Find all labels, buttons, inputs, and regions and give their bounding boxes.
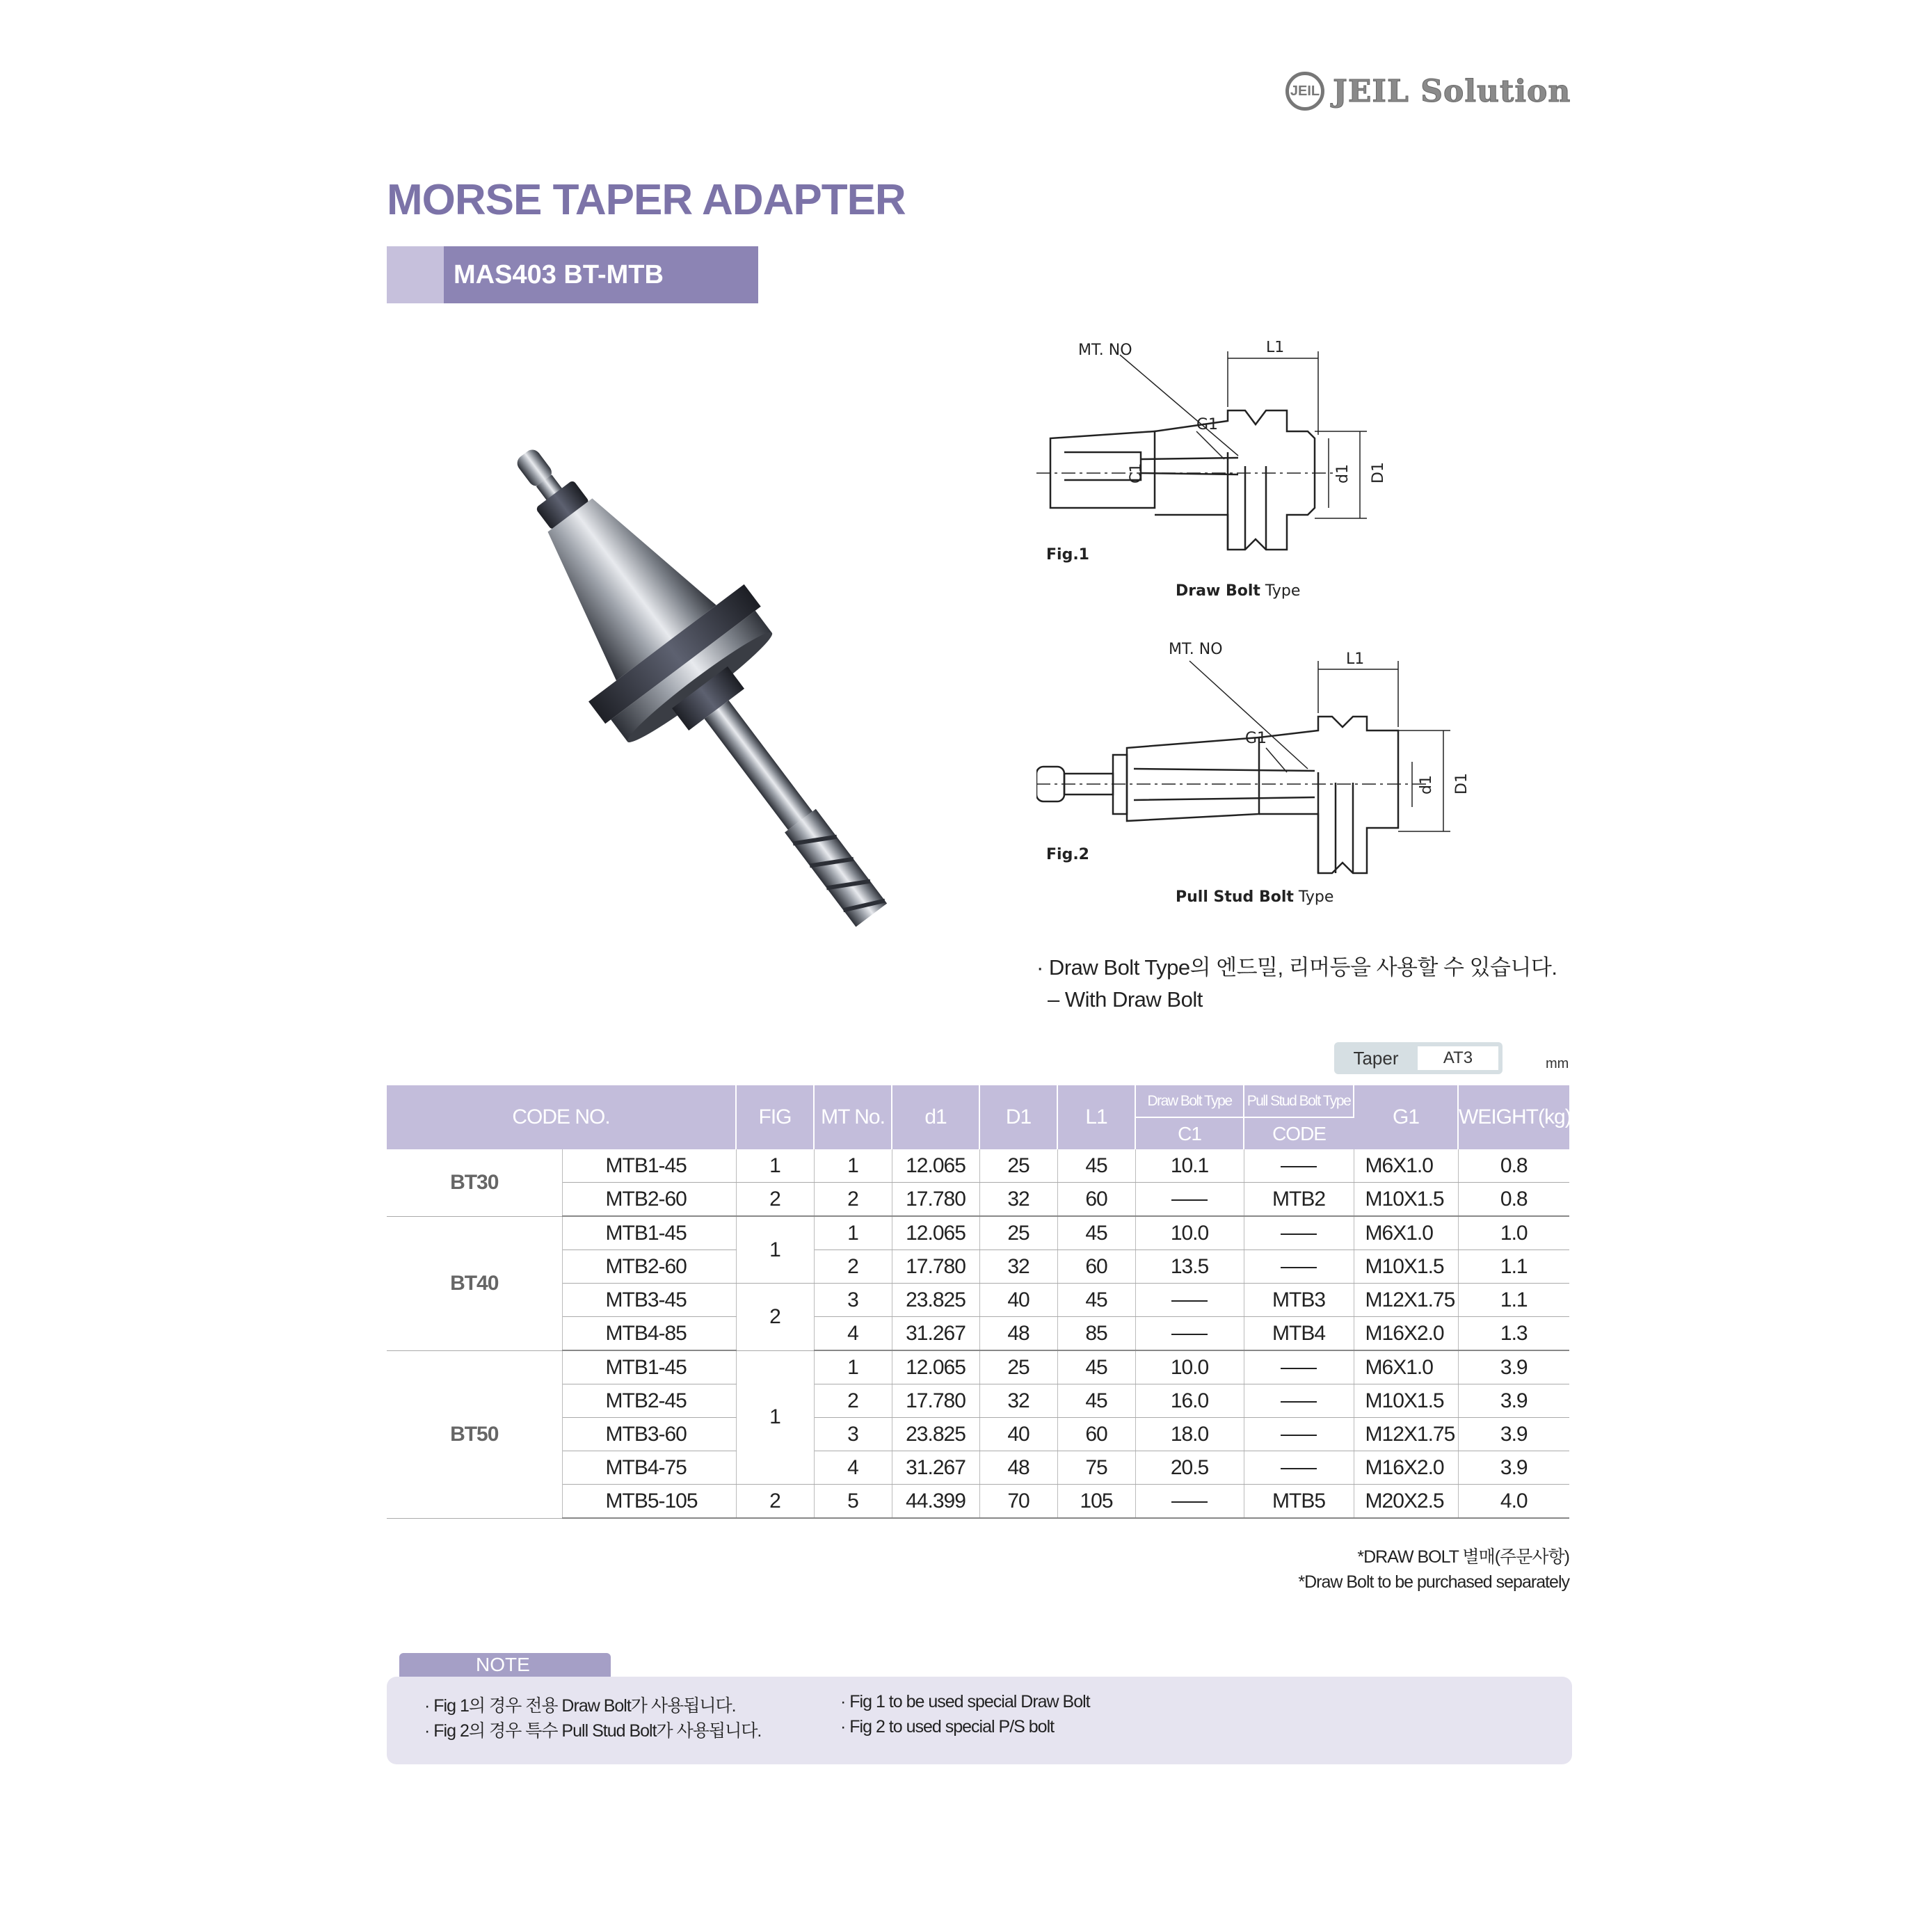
cell-mt-no: 4 <box>814 1451 892 1485</box>
cell-g1: M16X2.0 <box>1354 1317 1458 1351</box>
cell-c1: 18.0 <box>1135 1418 1244 1451</box>
cell-code: MTB2-45 <box>562 1384 736 1418</box>
cell-weight: 4.0 <box>1458 1485 1569 1519</box>
cell-code: MTB1-45 <box>562 1149 736 1183</box>
product-photo <box>417 404 974 960</box>
note-en-line1: · Fig 1 to be used special Draw Bolt <box>840 1692 1090 1711</box>
dash <box>1281 1468 1317 1469</box>
cell-D1: 48 <box>979 1317 1057 1351</box>
fig1-label-c1: C1 <box>1128 463 1145 484</box>
table-row <box>387 1149 1569 1183</box>
fig1-label-mt-no: MT. NO <box>1078 342 1132 359</box>
cell-ps-code: MTB3 <box>1244 1284 1354 1317</box>
fig2-label-g1: G1 <box>1245 730 1267 747</box>
cell-mt-no: 2 <box>814 1384 892 1418</box>
cell-fig: 1 <box>736 1350 814 1485</box>
cell-c1 <box>1135 1485 1244 1519</box>
table-row <box>387 1250 1569 1284</box>
cell-c1 <box>1135 1183 1244 1217</box>
header-l1: L1 <box>1057 1085 1135 1149</box>
note-en-line2: · Fig 2 to used special P/S bolt <box>840 1717 1055 1737</box>
fig2-diagram <box>1036 633 1509 925</box>
header-fig: FIG <box>736 1085 814 1149</box>
cell-g1: M6X1.0 <box>1354 1149 1458 1183</box>
unit-label: mm <box>1546 1056 1569 1071</box>
cell-mt-no: 1 <box>814 1149 892 1183</box>
cell-fig: 1 <box>736 1216 814 1284</box>
cell-ps-code: MTB4 <box>1244 1317 1354 1351</box>
cell-code: MTB2-60 <box>562 1183 736 1217</box>
footnote-line2: *Draw Bolt to be purchased separately <box>1298 1572 1569 1592</box>
table-row <box>387 1451 1569 1485</box>
svg-text:Draw Bolt Type <box>1176 582 1300 600</box>
dash <box>1281 1401 1317 1403</box>
fig1-diagram <box>1036 341 1509 612</box>
cell-ps-code <box>1244 1216 1354 1250</box>
cell-mt-no: 5 <box>814 1485 892 1519</box>
cell-ps-code <box>1244 1149 1354 1183</box>
cell-weight: 0.8 <box>1458 1149 1569 1183</box>
cell-g1: M12X1.75 <box>1354 1418 1458 1451</box>
cell-l1: 45 <box>1057 1284 1135 1317</box>
cell-code: MTB4-85 <box>562 1317 736 1351</box>
spec-table-body <box>387 1149 1569 1518</box>
fig2-label-D1: D1 <box>1453 773 1471 795</box>
table-row <box>387 1317 1569 1351</box>
cell-l1: 45 <box>1057 1149 1135 1183</box>
fig1-caption-bold: Draw Bolt <box>1176 582 1260 600</box>
cell-mt-no: 2 <box>814 1183 892 1217</box>
cell-d1: 23.825 <box>892 1284 979 1317</box>
cell-ps-code: MTB2 <box>1244 1183 1354 1217</box>
cell-d1: 44.399 <box>892 1485 979 1519</box>
cell-l1: 45 <box>1057 1216 1135 1250</box>
cell-D1: 32 <box>979 1250 1057 1284</box>
cell-g1: M10X1.5 <box>1354 1250 1458 1284</box>
brand-name: JEIL Solution <box>1333 73 1571 109</box>
taper-badge <box>1334 1042 1503 1074</box>
table-row <box>387 1350 1569 1384</box>
dash <box>1281 1435 1317 1436</box>
cell-l1: 45 <box>1057 1350 1135 1384</box>
cell-g1: M6X1.0 <box>1354 1216 1458 1250</box>
cell-code: MTB2-60 <box>562 1250 736 1284</box>
fig1-label-l1: L1 <box>1266 341 1285 356</box>
page-title: MORSE TAPER ADAPTER <box>387 176 906 224</box>
cell-l1: 75 <box>1057 1451 1135 1485</box>
cell-D1: 25 <box>979 1149 1057 1183</box>
spec-table <box>387 1085 1569 1519</box>
group-name: BT30 <box>387 1149 562 1216</box>
fig1-label-D1: D1 <box>1370 462 1387 484</box>
cell-weight: 0.8 <box>1458 1183 1569 1217</box>
table-row <box>387 1384 1569 1418</box>
cell-D1: 70 <box>979 1485 1057 1519</box>
fig1-label-d1: d1 <box>1334 464 1352 484</box>
cell-weight: 1.0 <box>1458 1216 1569 1250</box>
cell-d1: 12.065 <box>892 1350 979 1384</box>
taper-value: AT3 <box>1418 1046 1498 1070</box>
cell-g1: M6X1.0 <box>1354 1350 1458 1384</box>
table-row <box>387 1485 1569 1519</box>
cell-g1: M10X1.5 <box>1354 1384 1458 1418</box>
header-D1: D1 <box>979 1085 1057 1149</box>
cell-c1: 13.5 <box>1135 1250 1244 1284</box>
cell-l1: 60 <box>1057 1418 1135 1451</box>
cell-c1 <box>1135 1284 1244 1317</box>
cell-d1: 17.780 <box>892 1250 979 1284</box>
cell-code: MTB1-45 <box>562 1216 736 1250</box>
cell-D1: 32 <box>979 1384 1057 1418</box>
cell-g1: M10X1.5 <box>1354 1183 1458 1217</box>
table-row <box>387 1183 1569 1217</box>
note-kr-line1: · Fig 1의 경우 전용 Draw Bolt가 사용됩니다. <box>424 1696 736 1716</box>
header-mt-no: MT No. <box>814 1085 892 1149</box>
cell-l1: 60 <box>1057 1183 1135 1217</box>
cell-g1: M12X1.75 <box>1354 1284 1458 1317</box>
cell-D1: 32 <box>979 1183 1057 1217</box>
cell-D1: 40 <box>979 1418 1057 1451</box>
taper-label: Taper <box>1353 1048 1399 1069</box>
cell-d1: 12.065 <box>892 1216 979 1250</box>
cell-l1: 85 <box>1057 1317 1135 1351</box>
cell-weight: 3.9 <box>1458 1350 1569 1384</box>
header-draw-bolt-type: Draw Bolt Type <box>1135 1085 1244 1117</box>
cell-D1: 25 <box>979 1216 1057 1250</box>
cell-c1: 10.0 <box>1135 1216 1244 1250</box>
cell-code: MTB3-45 <box>562 1284 736 1317</box>
cell-mt-no: 1 <box>814 1350 892 1384</box>
cell-mt-no: 2 <box>814 1250 892 1284</box>
cell-D1: 40 <box>979 1284 1057 1317</box>
cell-d1: 23.825 <box>892 1418 979 1451</box>
fig2-caption-bold: Pull Stud Bolt <box>1176 888 1294 906</box>
cell-mt-no: 1 <box>814 1216 892 1250</box>
cell-weight: 1.1 <box>1458 1284 1569 1317</box>
dash <box>1171 1300 1208 1302</box>
cell-weight: 1.3 <box>1458 1317 1569 1351</box>
note-kr-line2: · Fig 2의 경우 특수 Pull Stud Bolt가 사용됩니다. <box>424 1721 762 1741</box>
cell-code: MTB1-45 <box>562 1350 736 1384</box>
dash <box>1171 1501 1208 1503</box>
cell-d1: 12.065 <box>892 1149 979 1183</box>
note-box <box>387 1677 1572 1764</box>
header-weight: WEIGHT(kg) <box>1458 1085 1569 1149</box>
footnote <box>1113 1544 1569 1595</box>
cell-D1: 25 <box>979 1350 1057 1384</box>
cell-mt-no: 3 <box>814 1418 892 1451</box>
cell-d1: 17.780 <box>892 1183 979 1217</box>
cell-c1 <box>1135 1317 1244 1351</box>
note-label: NOTE <box>476 1654 530 1675</box>
cell-weight: 3.9 <box>1458 1384 1569 1418</box>
fig1-label: Fig.1 <box>1046 546 1089 564</box>
header-code-no: CODE NO. <box>387 1085 736 1149</box>
dash <box>1281 1368 1317 1369</box>
table-row <box>387 1284 1569 1317</box>
table-row <box>387 1216 1569 1250</box>
cell-c1: 16.0 <box>1135 1384 1244 1418</box>
cell-l1: 60 <box>1057 1250 1135 1284</box>
cell-ps-code <box>1244 1451 1354 1485</box>
cell-l1: 105 <box>1057 1485 1135 1519</box>
cell-c1: 20.5 <box>1135 1451 1244 1485</box>
cell-weight: 3.9 <box>1458 1451 1569 1485</box>
cell-code: MTB5-105 <box>562 1485 736 1519</box>
cell-weight: 1.1 <box>1458 1250 1569 1284</box>
svg-text:Pull Stud Bolt Type <box>1176 888 1333 906</box>
brand-logo <box>1285 67 1578 115</box>
dash <box>1281 1267 1317 1268</box>
cell-fig: 2 <box>736 1183 814 1217</box>
fig2-label: Fig.2 <box>1046 846 1089 863</box>
cell-ps-code <box>1244 1350 1354 1384</box>
header-code: CODE <box>1244 1117 1354 1149</box>
footnote-line1: *DRAW BOLT 별매(주문사항) <box>1357 1547 1569 1567</box>
dash <box>1281 1234 1317 1235</box>
dash <box>1281 1166 1317 1167</box>
subtitle-bar <box>387 246 758 303</box>
usage-note-line1: · Draw Bolt Type의 엔드밀, 리머등을 사용할 수 있습니다. <box>1036 955 1557 980</box>
cell-d1: 31.267 <box>892 1317 979 1351</box>
fig1-caption-rest: Type <box>1260 582 1301 600</box>
page-subtitle: MAS403 BT-MTB <box>444 246 758 303</box>
cell-ps-code <box>1244 1418 1354 1451</box>
cell-mt-no: 3 <box>814 1284 892 1317</box>
cell-D1: 48 <box>979 1451 1057 1485</box>
cell-g1: M16X2.0 <box>1354 1451 1458 1485</box>
cell-c1: 10.1 <box>1135 1149 1244 1183</box>
cell-ps-code: MTB5 <box>1244 1485 1354 1519</box>
table-row <box>387 1418 1569 1451</box>
cell-fig: 1 <box>736 1149 814 1183</box>
cell-code: MTB4-75 <box>562 1451 736 1485</box>
cell-fig: 2 <box>736 1284 814 1351</box>
fig2-label-d1: d1 <box>1418 775 1435 795</box>
header-pull-stud-bolt-type: Pull Stud Bolt Type <box>1244 1085 1354 1117</box>
cell-c1: 10.0 <box>1135 1350 1244 1384</box>
cell-code: MTB3-60 <box>562 1418 736 1451</box>
dash <box>1171 1334 1208 1335</box>
dash <box>1171 1199 1208 1201</box>
cell-ps-code <box>1244 1384 1354 1418</box>
cell-g1: M20X2.5 <box>1354 1485 1458 1519</box>
note-tab <box>399 1653 611 1677</box>
cell-weight: 3.9 <box>1458 1418 1569 1451</box>
group-name: BT50 <box>387 1350 562 1518</box>
fig1-label-g1: G1 <box>1196 416 1219 433</box>
header-g1: G1 <box>1354 1085 1458 1149</box>
fig2-label-l1: L1 <box>1346 650 1365 668</box>
cell-d1: 17.780 <box>892 1384 979 1418</box>
cell-mt-no: 4 <box>814 1317 892 1351</box>
brand-emblem-icon: JEIL <box>1285 72 1324 111</box>
header-c1: C1 <box>1135 1117 1244 1149</box>
cell-fig: 2 <box>736 1485 814 1519</box>
cell-l1: 45 <box>1057 1384 1135 1418</box>
header-d1: d1 <box>892 1085 979 1149</box>
group-name: BT40 <box>387 1216 562 1350</box>
fig2-label-mt-no: MT. NO <box>1169 641 1223 658</box>
usage-note <box>1036 952 1557 1016</box>
usage-note-line2: – With Draw Bolt <box>1048 987 1203 1012</box>
fig2-caption-rest: Type <box>1293 888 1334 906</box>
cell-ps-code <box>1244 1250 1354 1284</box>
cell-d1: 31.267 <box>892 1451 979 1485</box>
